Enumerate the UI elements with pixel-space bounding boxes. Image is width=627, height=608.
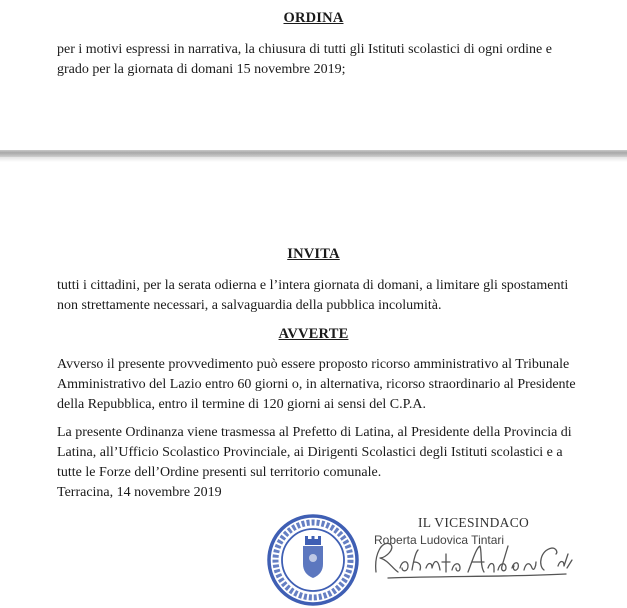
avverte-line: Latina, all’Ufficio Scolastico Provinciale, ai Dirigenti Scolastici degli Istituti scolastici e a — [57, 445, 563, 460]
ordina-line: grado per la giornata di domani 15 novembre 2019; — [57, 62, 346, 77]
handwritten-signature — [368, 532, 578, 582]
signatory-title: IL VICESINDACO — [418, 515, 530, 530]
avverte-line: della Repubblica, entro il termine di 120 giorni ai sensi del C.P.A. — [57, 397, 426, 412]
ordina-heading: ORDINA — [283, 10, 344, 26]
page-separator-shadow — [0, 157, 627, 162]
avverte-line: tutte le Forze dell’Ordine presenti sul territorio comunale. — [57, 465, 382, 480]
signatory-name: Roberta Ludovica Tintari — [374, 533, 505, 547]
avverte-line: Amministrativo del Lazio entro 60 giorni o, in alternativa, ricorso straordinario al Presidente — [57, 377, 576, 392]
invita-paragraph — [57, 276, 577, 316]
avverte-paragraph-2 — [57, 423, 577, 483]
ordina-paragraph — [57, 40, 577, 80]
ordina-line: per i motivi espressi in narrativa, la chiusura di tutti gli Istituti scolastici di ogni ordine e — [57, 42, 552, 57]
avverte-line: Avverso il presente provvedimento può essere proposto ricorso amministrativo al Tribunale — [57, 357, 570, 372]
invita-line: tutti i cittadini, per la serata odierna e l’intera giornata di domani, a limitare gli spostamenti — [57, 278, 569, 293]
place-date: Terracina, 14 novembre 2019 — [57, 485, 222, 500]
invita-line: non strettamente necessari, a salvaguardia della pubblica incolumità. — [57, 298, 442, 313]
avverte-paragraph-1 — [57, 355, 577, 415]
avverte-line: La presente Ordinanza viene trasmessa al Prefetto di Latina, al Presidente della Provincia di — [57, 425, 572, 440]
invita-heading: INVITA — [287, 246, 340, 262]
avverte-heading: AVVERTE — [278, 326, 349, 342]
page-separator — [0, 150, 627, 157]
